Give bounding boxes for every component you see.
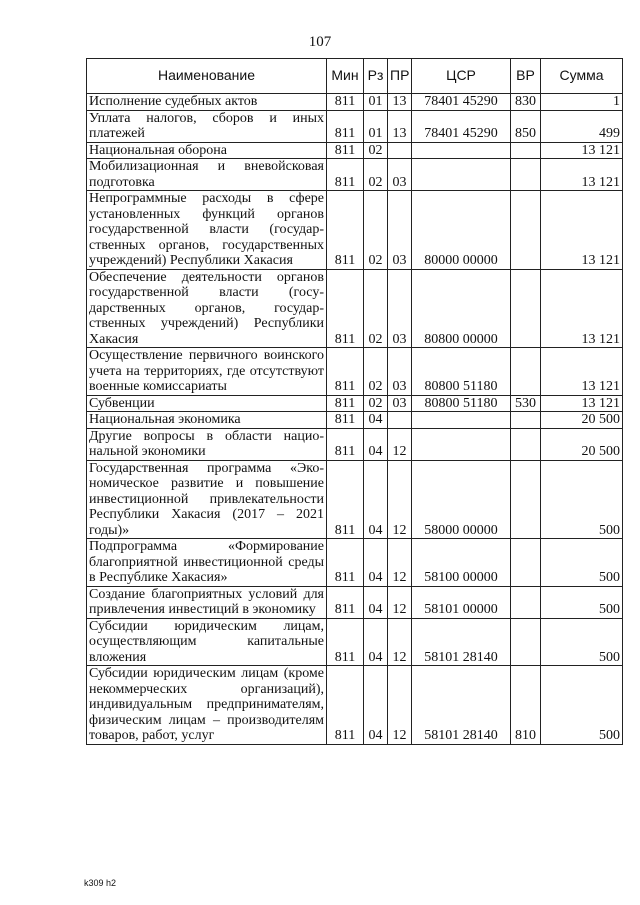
cell-rz: 02 bbox=[364, 191, 388, 270]
table-row bbox=[87, 412, 623, 429]
cell-pr: 13 bbox=[388, 94, 412, 111]
cell-pr: 13 bbox=[388, 110, 412, 142]
cell-sum: 500 bbox=[541, 460, 623, 539]
cell-name: Мобилизационная и вневойсковая подготовка bbox=[87, 159, 327, 191]
cell-min: 811 bbox=[327, 618, 364, 666]
cell-vr bbox=[511, 460, 541, 539]
cell-pr: 12 bbox=[388, 586, 412, 618]
cell-csr: 80800 51180 bbox=[412, 348, 511, 396]
table-row bbox=[87, 191, 623, 270]
cell-sum: 1 bbox=[541, 94, 623, 111]
cell-min: 811 bbox=[327, 159, 364, 191]
table-row bbox=[87, 159, 623, 191]
col-header-vr: ВР bbox=[511, 59, 541, 94]
cell-sum: 20 500 bbox=[541, 412, 623, 429]
col-header-rz: Рз bbox=[364, 59, 388, 94]
cell-csr: 80000 00000 bbox=[412, 191, 511, 270]
cell-name: Подпрограмма «Формирование благоприятной инвестиционной среды в Республике Хакасия» bbox=[87, 539, 327, 587]
cell-csr: 78401 45290 bbox=[412, 110, 511, 142]
cell-pr bbox=[388, 142, 412, 159]
cell-name: Осуществление первичного воинского учета на территориях, где отсутствуют военные комиссариаты bbox=[87, 348, 327, 396]
cell-sum: 13 121 bbox=[541, 395, 623, 412]
cell-rz: 02 bbox=[364, 269, 388, 348]
cell-sum: 13 121 bbox=[541, 191, 623, 270]
cell-name: Государственная программа «Экономическое развитие и повышение инвестиционной привлекательности Республики Хакасия (2017 – 2021 годы)» bbox=[87, 460, 327, 539]
cell-pr: 12 bbox=[388, 618, 412, 666]
cell-sum: 13 121 bbox=[541, 142, 623, 159]
table-row bbox=[87, 428, 623, 460]
cell-rz: 04 bbox=[364, 618, 388, 666]
table-row bbox=[87, 666, 623, 745]
cell-name: Исполнение судебных актов bbox=[87, 94, 327, 111]
cell-sum: 13 121 bbox=[541, 348, 623, 396]
cell-rz: 04 bbox=[364, 428, 388, 460]
cell-csr: 58100 00000 bbox=[412, 539, 511, 587]
cell-min: 811 bbox=[327, 142, 364, 159]
cell-sum: 13 121 bbox=[541, 159, 623, 191]
cell-name: Субсидии юридическим лицам (кроме некоммерческих организаций), индивидуальным предпринимателям, физическим лицам – производителям товаров, работ, услуг bbox=[87, 666, 327, 745]
cell-csr: 58000 00000 bbox=[412, 460, 511, 539]
cell-min: 811 bbox=[327, 539, 364, 587]
cell-min: 811 bbox=[327, 348, 364, 396]
cell-min: 811 bbox=[327, 666, 364, 745]
cell-rz: 01 bbox=[364, 94, 388, 111]
cell-sum: 13 121 bbox=[541, 269, 623, 348]
cell-vr bbox=[511, 159, 541, 191]
cell-csr bbox=[412, 428, 511, 460]
cell-name: Национальная экономика bbox=[87, 412, 327, 429]
cell-pr: 03 bbox=[388, 159, 412, 191]
cell-sum: 499 bbox=[541, 110, 623, 142]
table-header-row bbox=[87, 59, 623, 94]
cell-csr bbox=[412, 142, 511, 159]
cell-pr: 12 bbox=[388, 539, 412, 587]
cell-rz: 04 bbox=[364, 666, 388, 745]
table-row bbox=[87, 460, 623, 539]
col-header-pr: ПР bbox=[388, 59, 412, 94]
cell-vr bbox=[511, 586, 541, 618]
cell-csr bbox=[412, 159, 511, 191]
table-row bbox=[87, 618, 623, 666]
cell-pr: 12 bbox=[388, 666, 412, 745]
cell-sum: 500 bbox=[541, 586, 623, 618]
table-row bbox=[87, 94, 623, 111]
cell-rz: 04 bbox=[364, 412, 388, 429]
cell-sum: 500 bbox=[541, 539, 623, 587]
cell-rz: 04 bbox=[364, 586, 388, 618]
cell-csr bbox=[412, 412, 511, 429]
cell-vr: 830 bbox=[511, 94, 541, 111]
cell-pr: 03 bbox=[388, 348, 412, 396]
cell-vr bbox=[511, 191, 541, 270]
cell-name: Национальная оборона bbox=[87, 142, 327, 159]
cell-pr: 12 bbox=[388, 428, 412, 460]
table-row bbox=[87, 269, 623, 348]
table-row bbox=[87, 142, 623, 159]
cell-csr: 58101 00000 bbox=[412, 586, 511, 618]
cell-csr: 80800 51180 bbox=[412, 395, 511, 412]
cell-csr: 80800 00000 bbox=[412, 269, 511, 348]
cell-min: 811 bbox=[327, 110, 364, 142]
cell-pr: 03 bbox=[388, 269, 412, 348]
cell-rz: 04 bbox=[364, 539, 388, 587]
cell-csr: 78401 45290 bbox=[412, 94, 511, 111]
cell-pr bbox=[388, 412, 412, 429]
cell-name: Субсидии юридическим лицам, осуществляющим капитальные вложения bbox=[87, 618, 327, 666]
cell-vr bbox=[511, 412, 541, 429]
cell-min: 811 bbox=[327, 269, 364, 348]
cell-name: Создание благоприятных условий для привлечения инвестиций в экономику bbox=[87, 586, 327, 618]
cell-min: 811 bbox=[327, 428, 364, 460]
cell-min: 811 bbox=[327, 191, 364, 270]
cell-vr bbox=[511, 269, 541, 348]
cell-min: 811 bbox=[327, 94, 364, 111]
cell-sum: 20 500 bbox=[541, 428, 623, 460]
cell-csr: 58101 28140 bbox=[412, 666, 511, 745]
cell-name: Обеспечение деятельности органов государственной власти (государственных органов, государственных учреждений) Республики Хакасия bbox=[87, 269, 327, 348]
cell-vr bbox=[511, 539, 541, 587]
budget-table bbox=[86, 58, 623, 745]
footer-code: k309 h2 bbox=[84, 878, 117, 888]
table-row bbox=[87, 110, 623, 142]
cell-min: 811 bbox=[327, 412, 364, 429]
cell-vr bbox=[511, 618, 541, 666]
table-row bbox=[87, 539, 623, 587]
table-row bbox=[87, 395, 623, 412]
cell-rz: 02 bbox=[364, 395, 388, 412]
cell-name: Уплата налогов, сборов и иных платежей bbox=[87, 110, 327, 142]
table-row bbox=[87, 586, 623, 618]
col-header-sum: Сумма bbox=[541, 59, 623, 94]
cell-name: Другие вопросы в области национальной экономики bbox=[87, 428, 327, 460]
cell-sum: 500 bbox=[541, 618, 623, 666]
col-header-csr: ЦСР bbox=[412, 59, 511, 94]
cell-name: Непрограммные расходы в сфере установленных функций органов государственной власти (государственных органов, государственных учреждений) Республики Хакасия bbox=[87, 191, 327, 270]
cell-min: 811 bbox=[327, 586, 364, 618]
cell-name: Субвенции bbox=[87, 395, 327, 412]
cell-rz: 04 bbox=[364, 460, 388, 539]
cell-vr: 850 bbox=[511, 110, 541, 142]
cell-min: 811 bbox=[327, 460, 364, 539]
cell-rz: 02 bbox=[364, 348, 388, 396]
page-number: 107 bbox=[308, 34, 332, 50]
cell-csr: 58101 28140 bbox=[412, 618, 511, 666]
col-header-min: Мин bbox=[327, 59, 364, 94]
cell-vr: 810 bbox=[511, 666, 541, 745]
cell-vr: 530 bbox=[511, 395, 541, 412]
cell-vr bbox=[511, 348, 541, 396]
cell-vr bbox=[511, 428, 541, 460]
cell-pr: 12 bbox=[388, 460, 412, 539]
cell-min: 811 bbox=[327, 395, 364, 412]
table-row bbox=[87, 348, 623, 396]
cell-rz: 01 bbox=[364, 110, 388, 142]
cell-rz: 02 bbox=[364, 159, 388, 191]
cell-vr bbox=[511, 142, 541, 159]
cell-pr: 03 bbox=[388, 191, 412, 270]
cell-sum: 500 bbox=[541, 666, 623, 745]
cell-rz: 02 bbox=[364, 142, 388, 159]
cell-pr: 03 bbox=[388, 395, 412, 412]
col-header-name: Наименование bbox=[87, 59, 327, 94]
